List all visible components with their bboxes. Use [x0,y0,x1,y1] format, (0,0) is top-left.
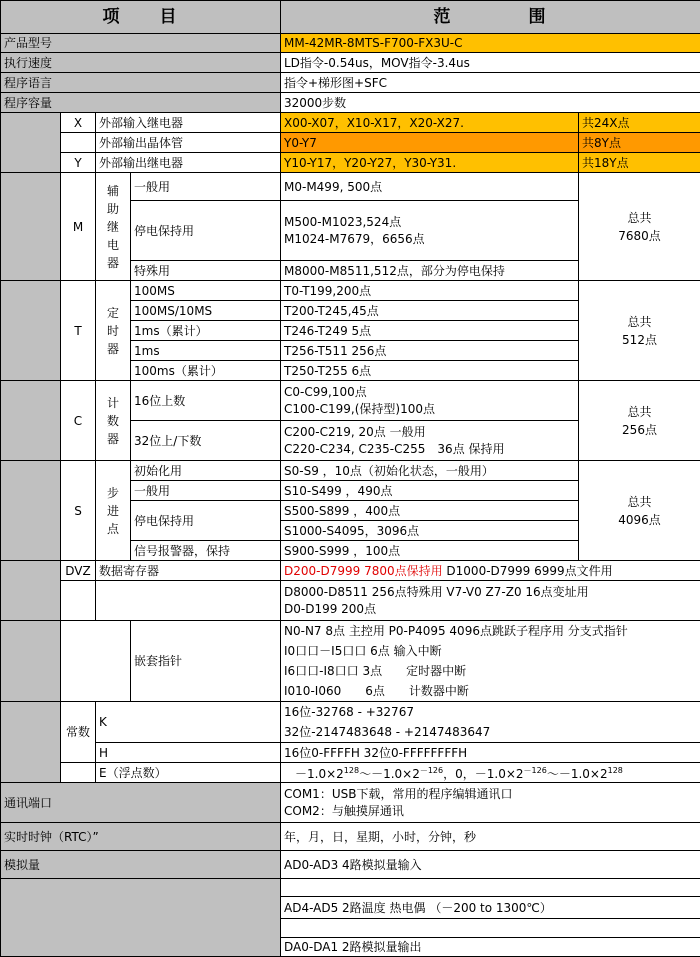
nest-name: 嵌套指针 [131,621,281,702]
s-total-l2: 4096点 [618,513,661,527]
const-h-row [1,743,700,763]
const-h-label: H [96,743,281,763]
s-blank [1,461,61,561]
y-r-range: Y10-Y17，Y20-Y27，Y30-Y31. [281,153,579,173]
t-code: T [61,281,96,381]
analog-extra-blank [1,879,281,957]
e-d-exp: 128 [608,766,623,775]
row-model [1,34,700,53]
m-blank [1,173,61,281]
c-category: 计数器 [96,381,131,461]
analog-temp-value: AD4-AD5 2路温度 热电偶 （－200 to 1300℃） [281,897,700,919]
const-k-value [281,702,700,743]
header-row [1,1,700,34]
model-value: MM-42MR-8MTS-F700-FX3U-C [281,34,700,53]
dvz-file-text: D1000-D7999 6999点文件用 [443,564,613,578]
const-h-value: 16位0-FFFFH 32位0-FFFFFFFFH [281,743,700,763]
const-e-row [1,763,700,783]
y-t-code [61,133,96,153]
s-total-l1: 总共 [627,495,651,509]
nest-l1: N0-N7 8点 主控用 P0-P4095 4096点跳跃子程序用 分支式指针 [284,624,628,638]
t-name-5: 100ms（累计） [131,361,281,381]
m-name-retain: 停电保持用 [131,201,281,261]
io-blank [1,113,61,173]
t-value-3: T246-T249 5点 [281,321,579,341]
s-value-3: S500-S899 ，400点 [281,501,579,521]
s-category: 步进点 [96,461,131,561]
dvz-code-blank [61,581,96,621]
y-t-range: Y0-Y7 [281,133,579,153]
e-c-exp: －126 [524,766,547,775]
dvz-blank [1,561,61,621]
rtc-row [1,823,700,851]
x-name: 外部输入继电器 [96,113,281,133]
t-total [579,281,700,381]
e-b: ～－1.0×2 [359,767,420,781]
c-v2-l1: C200-C219, 20点 一般用 [284,425,426,439]
c-total-l2: 256点 [622,423,657,437]
rtc-label: 实时时钟（RTC）” [1,823,281,851]
t-name-1: 100MS [131,281,281,301]
m-retain-l1: M500-M1023,524点 [284,215,401,229]
dvz-row-1 [1,561,700,581]
s-name-1: 初始化用 [131,461,281,481]
speed-label: 执行速度 [1,53,281,73]
t-name-2: 100MS/10MS [131,301,281,321]
row-x [1,113,700,133]
nest-blank [1,621,61,702]
row-capacity [1,93,700,113]
nest-l4: I010-I060 6点 计数器中断 [284,684,469,698]
y-t-total: 共8Y点 [579,133,700,153]
c-v1-l1: C0-C99,100点 [284,385,367,399]
y-r-code: Y [61,153,96,173]
dvz-v2-l1: D8000-D8511 256点特殊用 V7-V0 Z7-Z0 16点变址用 [284,585,589,599]
c-name-2: 32位上/下数 [131,421,281,461]
s-value-1: S0-S9 ，10点（初始化状态，一般用） [281,461,579,481]
t-value-5: T250-T255 6点 [281,361,579,381]
const-blank [1,702,61,783]
s-value-5: S900-S999 ，100点 [281,541,579,561]
const-e-blank [61,763,96,783]
m-name-general: 一般用 [131,173,281,201]
e-c: ，0，－1.0×2 [443,767,523,781]
c-blank [1,381,61,461]
c-total-l1: 总共 [627,405,651,419]
t-value-2: T200-T245,45点 [281,301,579,321]
dvz-code: DVZ [61,561,96,581]
x-code: X [61,113,96,133]
const-k-l1: 16位-32768 - +32767 [284,705,414,719]
nest-value [281,621,700,702]
capacity-value: 32000步数 [281,93,700,113]
x-range: X00-X07，X10-X17，X20-X27. [281,113,579,133]
speed-value: LD指令-0.54us，MOV指令-3.4us [281,53,700,73]
m-value-special: M8000-M8511,512点，部分为停电保持 [281,261,579,281]
analog-row [1,851,700,879]
c-v1-l2: C100-C199,(保持型)100点 [284,402,435,416]
t-name-3: 1ms（累计） [131,321,281,341]
t-row-1 [1,281,700,301]
dvz-value-2 [281,581,700,621]
analog-da-value: DA0-DA1 2路模拟量输出 [281,938,700,957]
const-label: 常数 [61,702,96,763]
row-y-transistor [1,133,700,153]
language-value: 指令+梯形图+SFC [281,73,700,93]
capacity-label: 程序容量 [1,93,281,113]
header-item: 项 目 [1,1,281,34]
t-total-l1: 总共 [627,315,651,329]
m-value-retain [281,201,579,261]
m-value-general: M0-M499, 500点 [281,173,579,201]
s-total [579,461,700,561]
c-code: C [61,381,96,461]
t-blank [1,281,61,381]
s-value-2: S10-S499 ，490点 [281,481,579,501]
s-name-2: 一般用 [131,481,281,501]
t-value-1: T0-T199,200点 [281,281,579,301]
row-language [1,73,700,93]
c-row-1 [1,381,700,421]
dvz-name-blank [96,581,281,621]
m-retain-l2: M1024-M7679，6656点 [284,232,425,246]
y-r-total: 共18Y点 [579,153,700,173]
row-y-relay [1,153,700,173]
m-category: 辅助继电器 [96,173,131,281]
header-range: 范 围 [281,1,700,34]
comm-l2: COM2：与触摸屏通讯 [284,804,404,818]
s-code: S [61,461,96,561]
m-code: M [61,173,96,281]
comm-label: 通讯端口 [1,783,281,823]
x-total: 共24X点 [579,113,700,133]
comm-value [281,783,700,823]
c-name-1: 16位上数 [131,381,281,421]
const-k-l2: 32位-2147483648 - +2147483647 [284,725,490,739]
nest-l3: I6口口-I8口口 3点 定时器中断 [284,664,466,678]
const-k-row [1,702,700,743]
comm-l1: COM1：USB下载，常用的程序编辑通讯口 [284,787,512,801]
s-name-3: 停电保持用 [131,501,281,541]
m-name-special: 特殊用 [131,261,281,281]
const-e-value [281,763,700,783]
t-name-4: 1ms [131,341,281,361]
y-r-name: 外部输出继电器 [96,153,281,173]
m-total-l2: 7680点 [618,229,661,243]
analog-label: 模拟量 [1,851,281,879]
dvz-value-1 [281,561,700,581]
row-speed [1,53,700,73]
e-d: ～－1.0×2 [547,767,608,781]
comm-row [1,783,700,823]
analog-blank-cell-1 [281,879,700,897]
analog-blank-cell-2 [281,919,700,938]
const-k-label: K [96,702,281,743]
s-value-4: S1000-S4095，3096点 [281,521,579,541]
m-total [579,173,700,281]
s-row-1 [1,461,700,481]
language-label: 程序语言 [1,73,281,93]
t-total-l2: 512点 [622,333,657,347]
e-a-exp: 128 [344,766,359,775]
m-row-general [1,173,700,201]
m-total-l1: 总共 [627,211,651,225]
s-name-5: 信号报警器，保持 [131,541,281,561]
c-value-2 [281,421,579,461]
analog-blank-row-1 [1,879,700,897]
c-v2-l2: C220-C234, C235-C255 36点 保持用 [284,442,505,456]
rtc-value: 年，月，日，星期，小时，分钟，秒 [281,823,700,851]
e-a: －1.0×2 [295,767,344,781]
dvz-name: 数据寄存器 [96,561,281,581]
t-value-4: T256-T511 256点 [281,341,579,361]
dvz-retain-text: D200-D7999 7800点保持用 [284,564,443,578]
e-b-exp: －126 [420,766,443,775]
const-e-label: E（浮点数） [96,763,281,783]
analog-value: AD0-AD3 4路模拟量输入 [281,851,700,879]
t-category: 定时器 [96,281,131,381]
dvz-row-2 [1,581,700,621]
nest-blank2 [61,621,131,702]
nest-l2: I0口口－I5口口 6点 输入中断 [284,644,442,658]
dvz-v2-l2: D0-D199 200点 [284,602,376,616]
y-t-name: 外部输出晶体管 [96,133,281,153]
c-value-1 [281,381,579,421]
model-label: 产品型号 [1,34,281,53]
c-total [579,381,700,461]
nest-row [1,621,700,702]
